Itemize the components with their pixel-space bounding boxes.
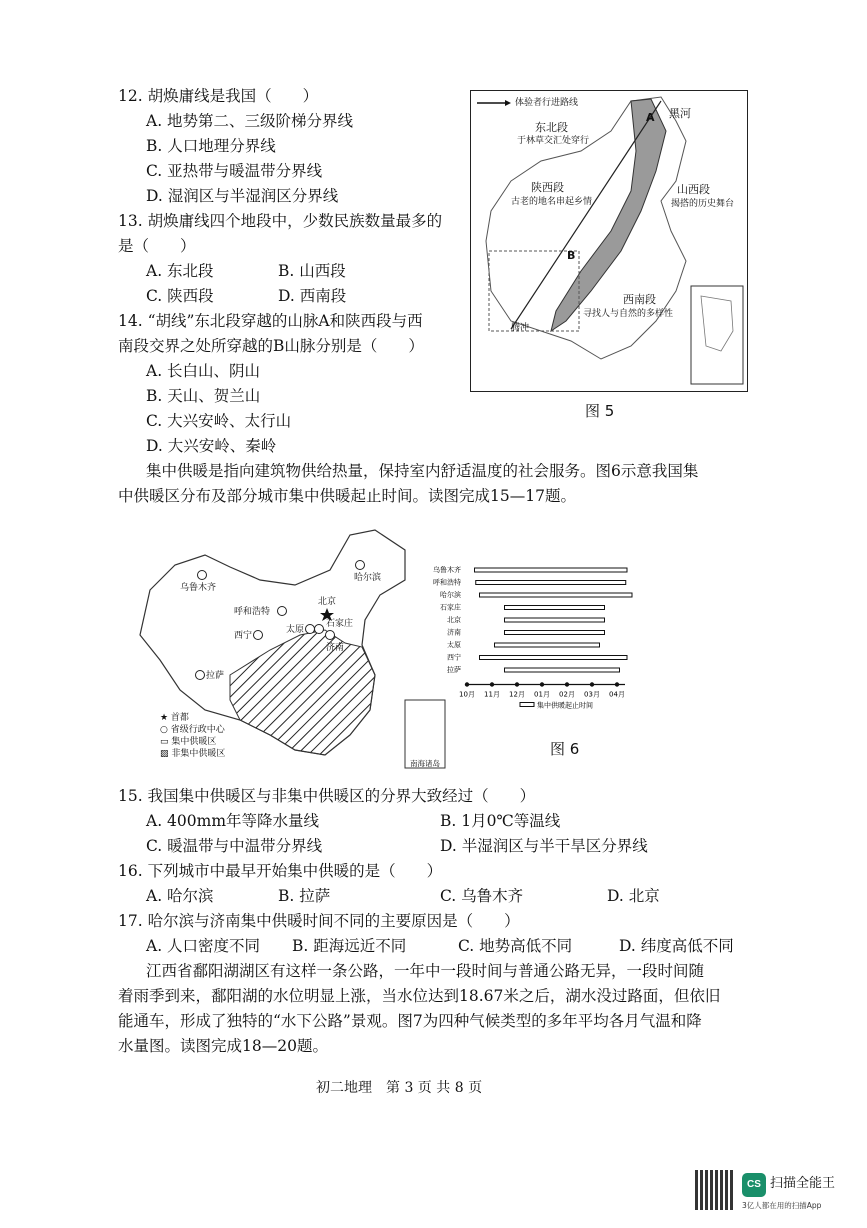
heating-bar xyxy=(480,656,628,660)
figure6-caption: 图 6 xyxy=(550,740,580,758)
category-label: 呼和浩特 xyxy=(433,578,461,587)
q15-option-a: A. 400mm年等降水量线 xyxy=(146,812,320,830)
figure5-map xyxy=(470,90,748,392)
intro18-line1: 江西省鄱阳湖湖区有这样一条公路，一年中一段时间与普通公路无异，一段时间随 xyxy=(146,962,705,980)
label-dongbei-2: 于林草交汇处穿行 xyxy=(517,136,590,146)
q14-stem-line2: 南段交界之处所穿越的B山脉分别是（ ） xyxy=(118,337,424,355)
watermark-subtitle: 3亿人都在用的扫描App xyxy=(742,1201,822,1210)
mountain-b-label: B xyxy=(567,249,576,262)
city-hohhot: 呼和浩特 xyxy=(234,607,271,617)
q12-stem: 12. 胡焕庸线是我国（ ） xyxy=(118,87,319,105)
category-label: 拉萨 xyxy=(447,666,461,674)
q12-option-a: A. 地势第二、三级阶梯分界线 xyxy=(146,112,354,130)
x-tick-mark xyxy=(490,682,494,686)
x-tick-label: 11月 xyxy=(484,690,500,699)
category-label: 乌鲁木齐 xyxy=(433,566,461,574)
x-tick-mark xyxy=(515,682,519,686)
legend-swatch xyxy=(520,703,534,707)
label-shanxi-2: 揭搭的历史舞台 xyxy=(671,199,735,209)
q13-option-b: B. 山西段 xyxy=(278,262,346,280)
city-jinan: 济南 xyxy=(326,643,345,653)
heating-period-chart xyxy=(425,560,665,720)
q13-stem-line2: 是（ ） xyxy=(118,237,196,255)
city-beijing: 北京 xyxy=(318,597,337,607)
label-xinan-1: 西南段 xyxy=(623,293,656,306)
legend-provincial-center: ○ 省级行政中心 xyxy=(160,725,225,735)
q13-option-d: D. 西南段 xyxy=(278,287,347,305)
heating-bar xyxy=(480,593,633,597)
q13-stem-line1: 13. 胡焕庸线四个地段中，少数民族数量最多的 xyxy=(118,212,443,230)
legend-heating-zone: ▭ 集中供暖区 xyxy=(160,737,217,747)
city-harbin: 哈尔滨 xyxy=(354,573,382,583)
q12-option-c: C. 亚热带与暖温带分界线 xyxy=(146,162,323,180)
figure6-chart xyxy=(425,560,665,720)
label-shaanxi-2: 古老的地名串起乡情 xyxy=(511,197,593,207)
label-shaanxi-1: 陕西段 xyxy=(531,181,564,194)
mountain-a-label: A xyxy=(646,111,655,124)
q17-option-c: C. 地势高低不同 xyxy=(458,937,573,955)
q16-option-a: A. 哈尔滨 xyxy=(146,887,214,905)
q15-option-d: D. 半湿润区与半干旱区分界线 xyxy=(440,837,648,855)
q14-option-b: B. 天山、贺兰山 xyxy=(146,387,261,405)
heating-bar xyxy=(505,631,605,635)
q14-option-a: A. 长白山、阴山 xyxy=(146,362,261,380)
category-label: 济南 xyxy=(447,628,461,637)
figure5-caption: 图 5 xyxy=(585,402,615,420)
label-shanxi-1: 山西段 xyxy=(677,183,710,196)
category-label: 哈尔滨 xyxy=(440,591,461,599)
page-footer: 初二地理 第 3 页 共 8 页 xyxy=(316,1080,483,1096)
heating-bar xyxy=(495,643,600,647)
heating-bar xyxy=(475,568,628,572)
city-xining: 西宁 xyxy=(234,631,253,641)
label-dongbei-1: 东北段 xyxy=(535,121,568,134)
q14-stem-line1: 14. “胡线”东北段穿越的山脉A和陕西段与西 xyxy=(118,312,423,330)
x-tick-mark xyxy=(540,682,544,686)
label-xinan-2: 寻找人与自然的多样性 xyxy=(583,309,674,319)
q15-option-b: B. 1月0℃等温线 xyxy=(440,812,561,830)
q16-stem: 16. 下列城市中最早开始集中供暖的是（ ） xyxy=(118,862,443,880)
inset-south-china-sea: 南海诸岛 xyxy=(410,759,440,768)
legend-capital: ★ 首都 xyxy=(160,713,189,723)
city-urumqi: 乌鲁木齐 xyxy=(180,583,217,593)
q17-stem: 17. 哈尔滨与济南集中供暖时间不同的主要原因是（ ） xyxy=(118,912,520,930)
intro18-line2: 着雨季到来，鄱阳湖的水位明显上涨，当水位达到18.67米之后，湖水没过路面，但依旧 xyxy=(118,987,721,1005)
q14-option-d: D. 大兴安岭、秦岭 xyxy=(146,437,277,455)
camscanner-logo-icon: CS xyxy=(742,1173,766,1197)
q15-stem: 15. 我国集中供暖区与非集中供暖区的分界大致经过（ ） xyxy=(118,787,536,805)
q13-option-c: C. 陕西段 xyxy=(146,287,214,305)
label-heihe: 黑河 xyxy=(669,107,691,120)
x-tick-label: 10月 xyxy=(459,690,475,699)
label-tengchong: 腾冲 xyxy=(511,323,530,333)
heating-bar xyxy=(505,618,605,622)
chart-legend-label: 集中供暖起止时间 xyxy=(537,701,593,710)
city-lhasa: 拉萨 xyxy=(206,671,225,681)
q16-option-c: C. 乌鲁木齐 xyxy=(440,887,524,905)
x-tick-label: 01月 xyxy=(534,690,550,699)
china-map-hu-line xyxy=(471,91,747,391)
heating-bar xyxy=(505,606,605,610)
heating-bar xyxy=(476,581,626,585)
q17-option-a: A. 人口密度不同 xyxy=(146,937,261,955)
q12-option-b: B. 人口地理分界线 xyxy=(146,137,276,155)
heating-bar xyxy=(505,668,620,672)
q13-option-a: A. 东北段 xyxy=(146,262,214,280)
category-label: 北京 xyxy=(447,616,461,624)
intro15-line1: 集中供暖是指向建筑物供给热量，保持室内舒适温度的社会服务。图6示意我国集 xyxy=(146,462,699,480)
intro18-line4: 水量图。读图完成18—20题。 xyxy=(118,1037,328,1055)
category-label: 太原 xyxy=(447,641,461,649)
q16-option-b: B. 拉萨 xyxy=(278,887,331,905)
x-tick-mark xyxy=(615,682,619,686)
q14-option-c: C. 大兴安岭、太行山 xyxy=(146,412,292,430)
x-tick-label: 02月 xyxy=(559,690,575,699)
figure5-legend: 体验者行进路线 xyxy=(515,98,579,108)
q17-option-b: B. 距海远近不同 xyxy=(292,937,407,955)
figure6-map xyxy=(130,525,470,780)
x-tick-mark xyxy=(565,682,569,686)
category-label: 西宁 xyxy=(447,653,461,662)
x-tick-label: 12月 xyxy=(509,690,525,699)
legend-non-heating-zone: ▨ 非集中供暖区 xyxy=(160,749,226,759)
q17-option-d: D. 纬度高低不同 xyxy=(619,937,734,955)
category-label: 石家庄 xyxy=(440,603,461,612)
q12-option-d: D. 湿润区与半湿润区分界线 xyxy=(146,187,339,205)
q16-option-d: D. 北京 xyxy=(607,887,660,905)
x-tick-label: 03月 xyxy=(584,690,600,699)
qr-code xyxy=(695,1170,735,1210)
watermark-brand: 扫描全能王 xyxy=(770,1176,836,1191)
x-tick-mark xyxy=(590,682,594,686)
intro15-line2: 中供暖区分布及部分城市集中供暖起止时间。读图完成15—17题。 xyxy=(118,487,576,505)
x-tick-label: 04月 xyxy=(609,690,625,699)
intro18-line3: 能通车，形成了独特的“水下公路”景观。图7为四种气候类型的多年平均各月气温和降 xyxy=(118,1012,702,1030)
x-tick-mark xyxy=(465,682,469,686)
city-shijiazhuang: 石家庄 xyxy=(326,619,354,629)
q15-option-c: C. 暖温带与中温带分界线 xyxy=(146,837,323,855)
city-taiyuan: 太原 xyxy=(286,625,305,635)
